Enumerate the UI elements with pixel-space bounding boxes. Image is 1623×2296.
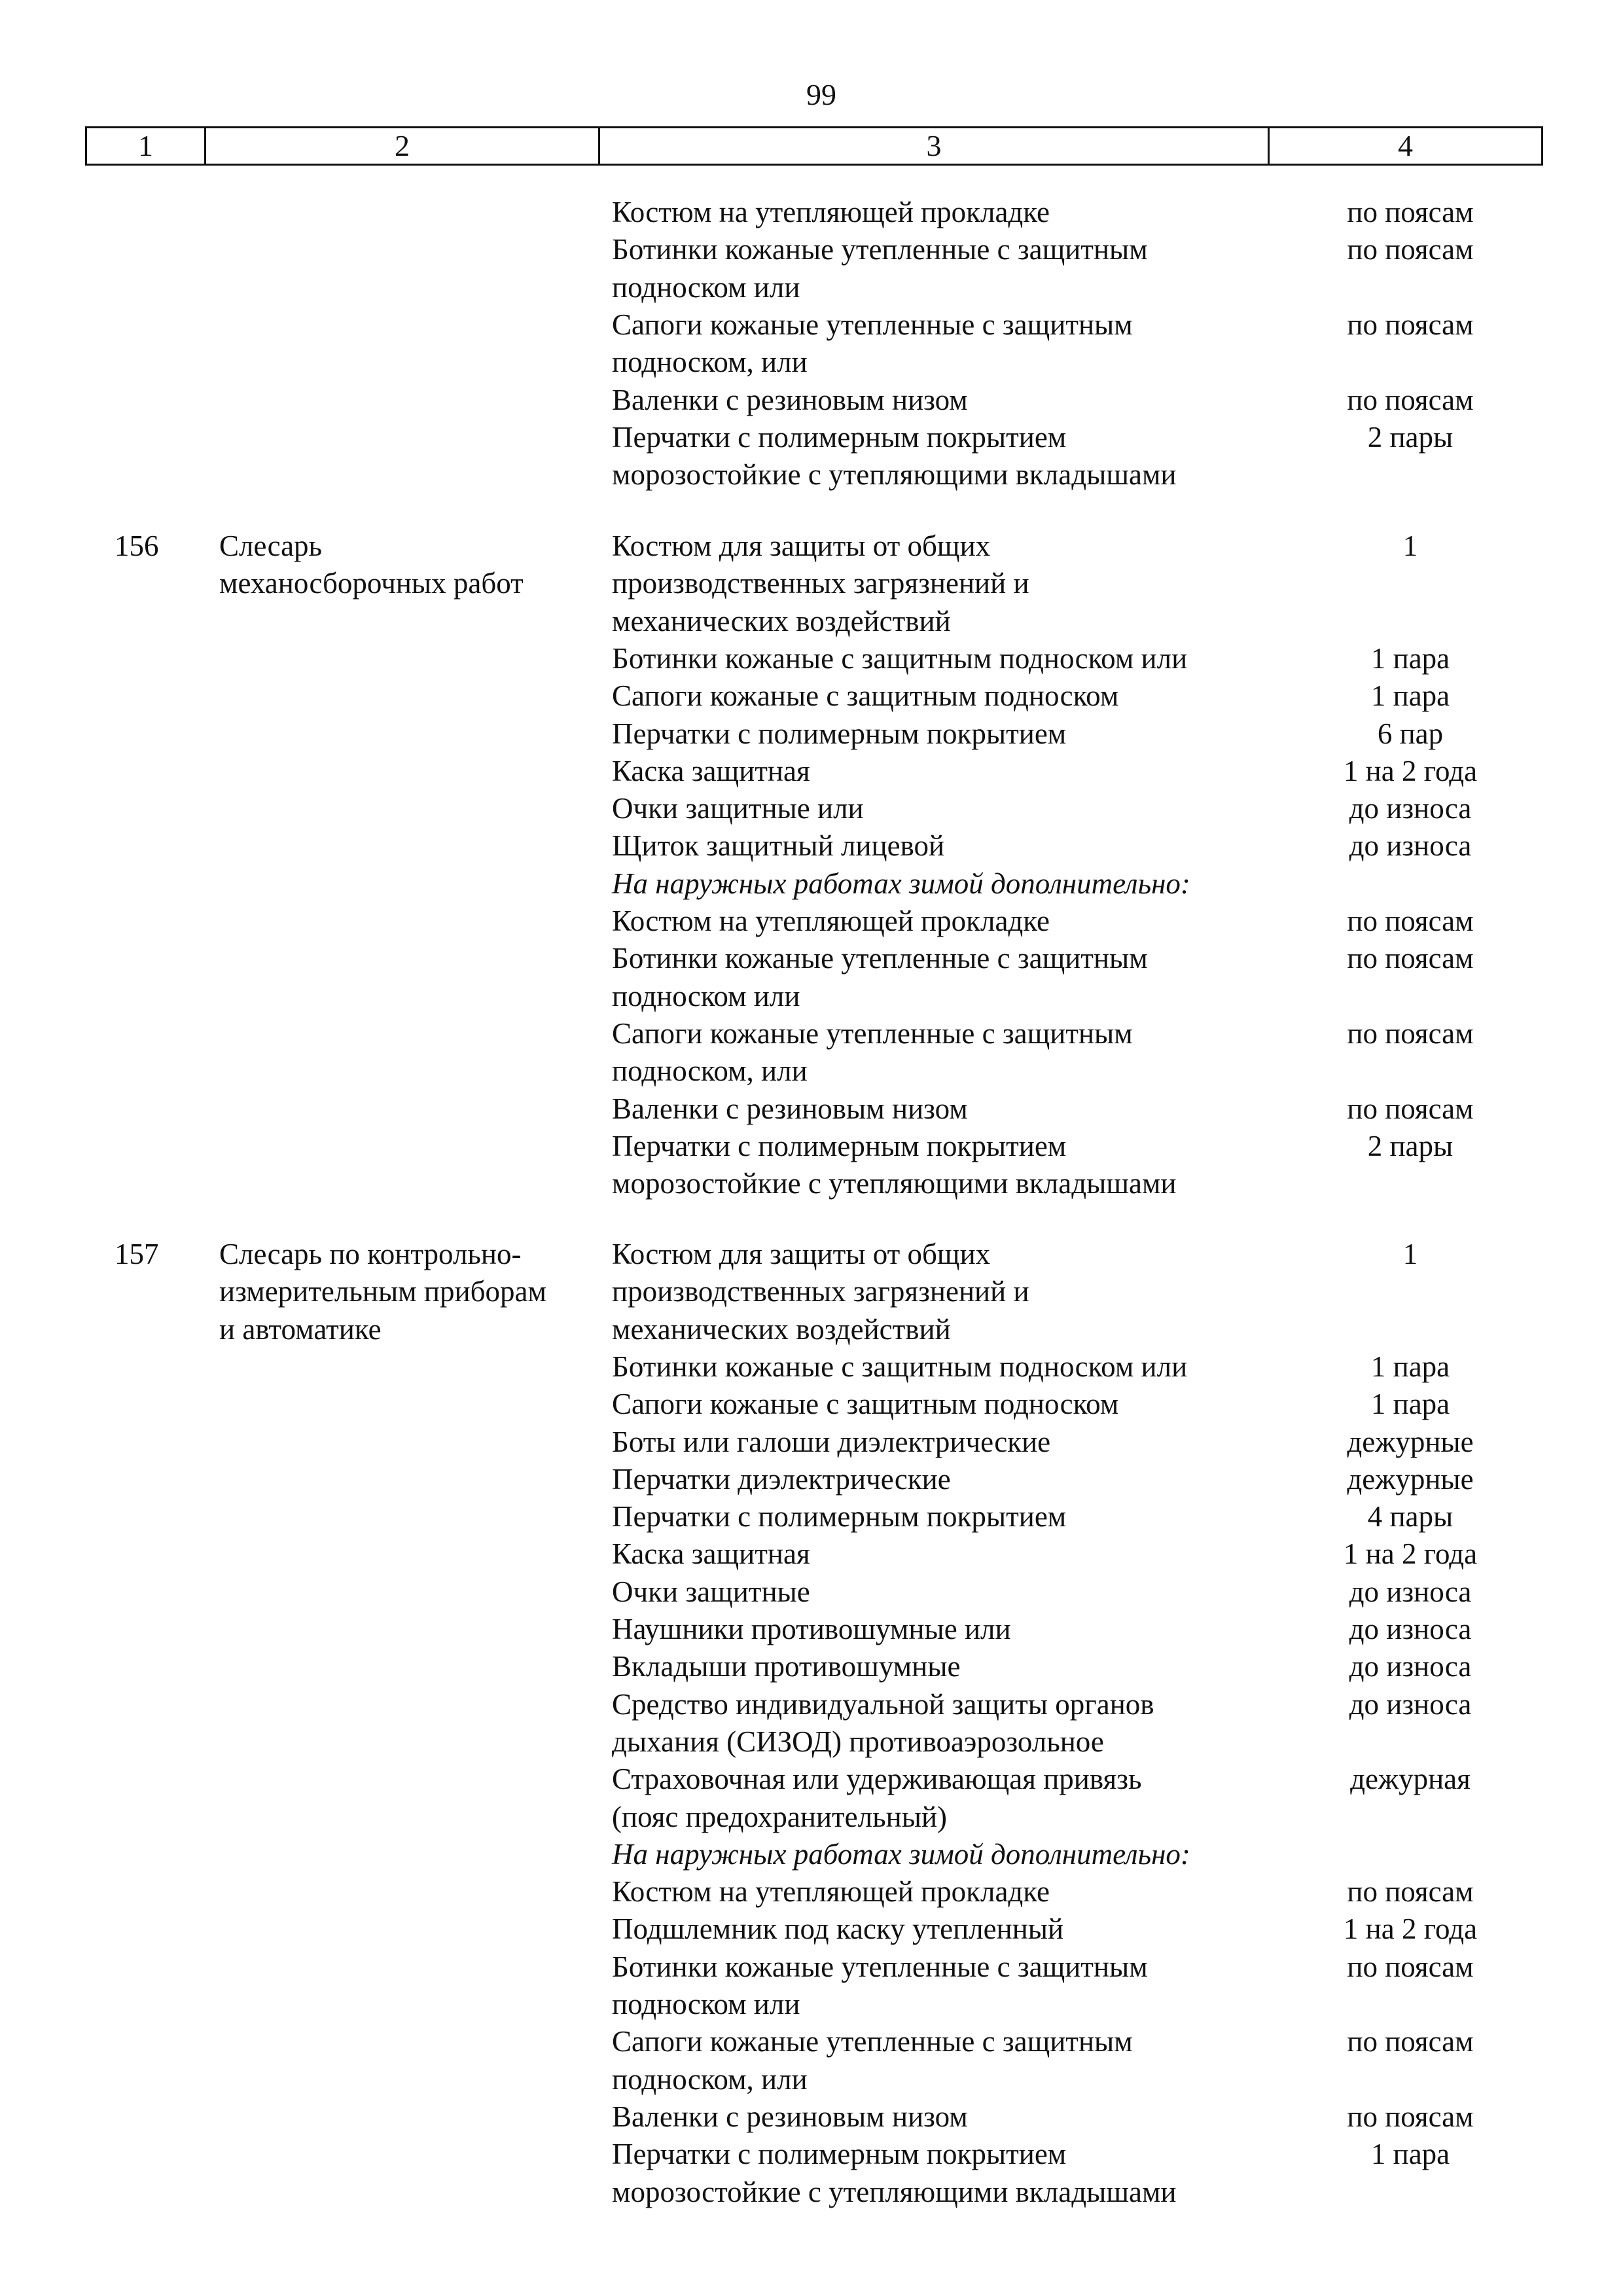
entry-157-item-text: Перчатки диэлектрические xyxy=(612,1462,951,1496)
entry-157-item-text: Перчатки с полимерным покрытием xyxy=(612,2138,1067,2171)
continuation-item-text: подноском, или xyxy=(612,346,808,379)
entry-156-item-text: подноском, или xyxy=(612,1054,808,1088)
entry-157-item-quantity: 1 пара xyxy=(1370,1388,1450,1421)
entry-156-profession: Слесарь xyxy=(219,529,323,562)
entry-157-number: 157 xyxy=(115,1238,159,1270)
entry-157-item-quantity: до износа xyxy=(1349,1687,1472,1721)
entry-156-item-quantity: до износа xyxy=(1349,792,1472,825)
entry-156-item-text: Перчатки с полимерным покрытием xyxy=(612,1129,1067,1162)
continuation-item-text: Костюм на утепляющей прокладке xyxy=(612,196,1050,228)
entry-157-profession: и автоматике xyxy=(219,1312,382,1346)
entry-156-item-quantity: по поясам xyxy=(1347,905,1474,937)
entry-157-item-text: Страховочная или удерживающая привязь xyxy=(612,1763,1142,1796)
column-header-2: 2 xyxy=(206,128,600,164)
entry-156-item-text: Сапоги кожаные утепленные с защитным xyxy=(612,1016,1133,1050)
entry-156-item-text: морозостойкие с утепляющими вкладышами xyxy=(612,1167,1177,1200)
continuation-item-text: Сапоги кожаные утепленные с защитным xyxy=(612,308,1133,341)
continuation-item-text: подноском или xyxy=(612,270,800,304)
entry-156-item-text: производственных загрязнений и xyxy=(612,567,1029,600)
entry-157-item-text: Подшлемник под каску утепленный xyxy=(612,1912,1064,1946)
entry-156-item-text: Ботинки кожаные утепленные с защитным xyxy=(612,942,1148,975)
column-header-3: 3 xyxy=(600,128,1270,164)
entry-157-item-quantity: 1 на 2 года xyxy=(1343,1912,1478,1946)
continuation-item-quantity: 2 пары xyxy=(1367,420,1454,454)
entry-157-item-text: механических воздействий xyxy=(612,1312,951,1346)
entry-157-item-text: Ботинки кожаные с защитным подноском или xyxy=(612,1350,1188,1383)
continuation-item-text: Валенки с резиновым низом xyxy=(612,383,968,416)
entry-156-item-text: механических воздействий xyxy=(612,604,951,637)
page-number: 99 xyxy=(806,78,836,111)
entry-157-item-text: Валенки с резиновым низом xyxy=(612,2100,968,2133)
column-header-4: 4 xyxy=(1398,129,1413,162)
entry-156-item-quantity: по поясам xyxy=(1347,1016,1474,1050)
entry-156-item-text: Валенки с резиновым низом xyxy=(612,1092,968,1125)
entry-157-winter-note: На наружных работах зимой дополнительно: xyxy=(612,1837,1190,1871)
entry-157-item-text: производственных загрязнений и xyxy=(612,1275,1029,1308)
entry-157-item-quantity: 1 на 2 года xyxy=(1343,1537,1478,1571)
entry-157-item-quantity: 1 xyxy=(1402,1238,1418,1270)
column-header-1: 1 xyxy=(87,128,206,164)
entry-157-item-text: Наушники противошумные или xyxy=(612,1613,1011,1645)
continuation-item-quantity: по поясам xyxy=(1347,308,1474,341)
continuation-item-text: Перчатки с полимерным покрытием xyxy=(612,420,1067,454)
entry-157-item-text: подноском, или xyxy=(612,2062,808,2096)
entry-156-item-text: подноском или xyxy=(612,979,800,1013)
entry-157-item-text: Средство индивидуальной защиты органов xyxy=(612,1687,1154,1721)
entry-157-item-quantity: по поясам xyxy=(1347,1875,1474,1909)
entry-156-item-text: Костюм для защиты от общих xyxy=(612,529,991,562)
continuation-item-quantity: по поясам xyxy=(1347,196,1474,228)
entry-157-item-text: Сапоги кожаные утепленные с защитным xyxy=(612,2025,1133,2058)
entry-156-item-text: Щиток защитный лицевой xyxy=(612,829,945,863)
entry-156-item-quantity: до износа xyxy=(1349,829,1472,863)
entry-156-item-text: Перчатки с полимерным покрытием xyxy=(612,717,1067,750)
entry-157-item-quantity: 1 пара xyxy=(1370,1350,1450,1383)
entry-157-item-quantity: дежурные xyxy=(1347,1425,1474,1458)
entry-156-item-text: Сапоги кожаные с защитным подноском xyxy=(612,679,1119,713)
entry-157-item-quantity: по поясам xyxy=(1347,2025,1474,2058)
entry-157-item-quantity: по поясам xyxy=(1347,1950,1474,1983)
entry-157-item-text: дыхания (СИЗОД) противоаэрозольное xyxy=(612,1725,1104,1758)
entry-157-item-quantity: до износа xyxy=(1349,1575,1472,1608)
entry-157-item-text: Каска защитная xyxy=(612,1537,810,1571)
entry-157-item-text: Сапоги кожаные с защитным подноском xyxy=(612,1388,1119,1421)
entry-156-profession: механосборочных работ xyxy=(219,567,524,600)
entry-156-item-text: Ботинки кожаные с защитным подноском или xyxy=(612,641,1188,675)
continuation-item-text: Ботинки кожаные утепленные с защитным xyxy=(612,233,1148,266)
continuation-item-quantity: по поясам xyxy=(1347,383,1474,416)
entry-157-item-quantity: дежурная xyxy=(1350,1763,1471,1796)
entry-157-profession: Слесарь по контрольно- xyxy=(219,1238,522,1270)
column-header-row xyxy=(85,126,1543,166)
entry-157-item-text: Перчатки с полимерным покрытием xyxy=(612,1500,1067,1534)
entry-156-item-quantity: 1 пара xyxy=(1370,679,1450,713)
entry-156-item-quantity: 1 на 2 года xyxy=(1343,754,1478,787)
entry-157-item-quantity: по поясам xyxy=(1347,2100,1474,2133)
entry-156-item-quantity: 1 пара xyxy=(1370,641,1450,675)
entry-156-item-quantity: 2 пары xyxy=(1367,1129,1454,1162)
entry-156-item-quantity: по поясам xyxy=(1347,1092,1474,1125)
entry-156-item-quantity: по поясам xyxy=(1347,942,1474,975)
entry-157-item-quantity: до износа xyxy=(1349,1650,1472,1683)
entry-157-item-quantity: дежурные xyxy=(1347,1462,1474,1496)
entry-157-item-text: Боты или галоши диэлектрические xyxy=(612,1425,1051,1458)
entry-157-item-text: подноском или xyxy=(612,1988,800,2020)
entry-157-item-text: Костюм на утепляющей прокладке xyxy=(612,1875,1050,1909)
entry-156-item-quantity: 1 xyxy=(1402,529,1418,562)
entry-157-item-quantity: до износа xyxy=(1349,1613,1472,1645)
entry-157-item-text: Вкладыши противошумные xyxy=(612,1650,961,1683)
entry-157-item-quantity: 1 пара xyxy=(1370,2138,1450,2171)
entry-156-item-text: Очки защитные или xyxy=(612,792,864,825)
entry-156-item-text: Каска защитная xyxy=(612,754,810,787)
entry-157-item-text: (пояс предохранительный) xyxy=(612,1800,948,1833)
entry-157-profession: измерительным приборам xyxy=(219,1275,546,1308)
entry-157-item-text: Ботинки кожаные утепленные с защитным xyxy=(612,1950,1148,1983)
entry-157-item-text: Очки защитные xyxy=(612,1575,810,1608)
entry-156-item-text: Костюм на утепляющей прокладке xyxy=(612,905,1050,937)
entry-157-item-text: Костюм для защиты от общих xyxy=(612,1238,991,1270)
entry-156-item-quantity: 6 пар xyxy=(1377,717,1444,750)
continuation-item-quantity: по поясам xyxy=(1347,233,1474,266)
entry-156-winter-note: На наружных работах зимой дополнительно: xyxy=(612,867,1190,900)
entry-157-item-text: морозостойкие с утепляющими вкладышами xyxy=(612,2175,1177,2208)
entry-157-item-quantity: 4 пары xyxy=(1367,1500,1454,1534)
continuation-item-text: морозостойкие с утепляющими вкладышами xyxy=(612,458,1177,492)
entry-156-number: 156 xyxy=(115,529,159,562)
